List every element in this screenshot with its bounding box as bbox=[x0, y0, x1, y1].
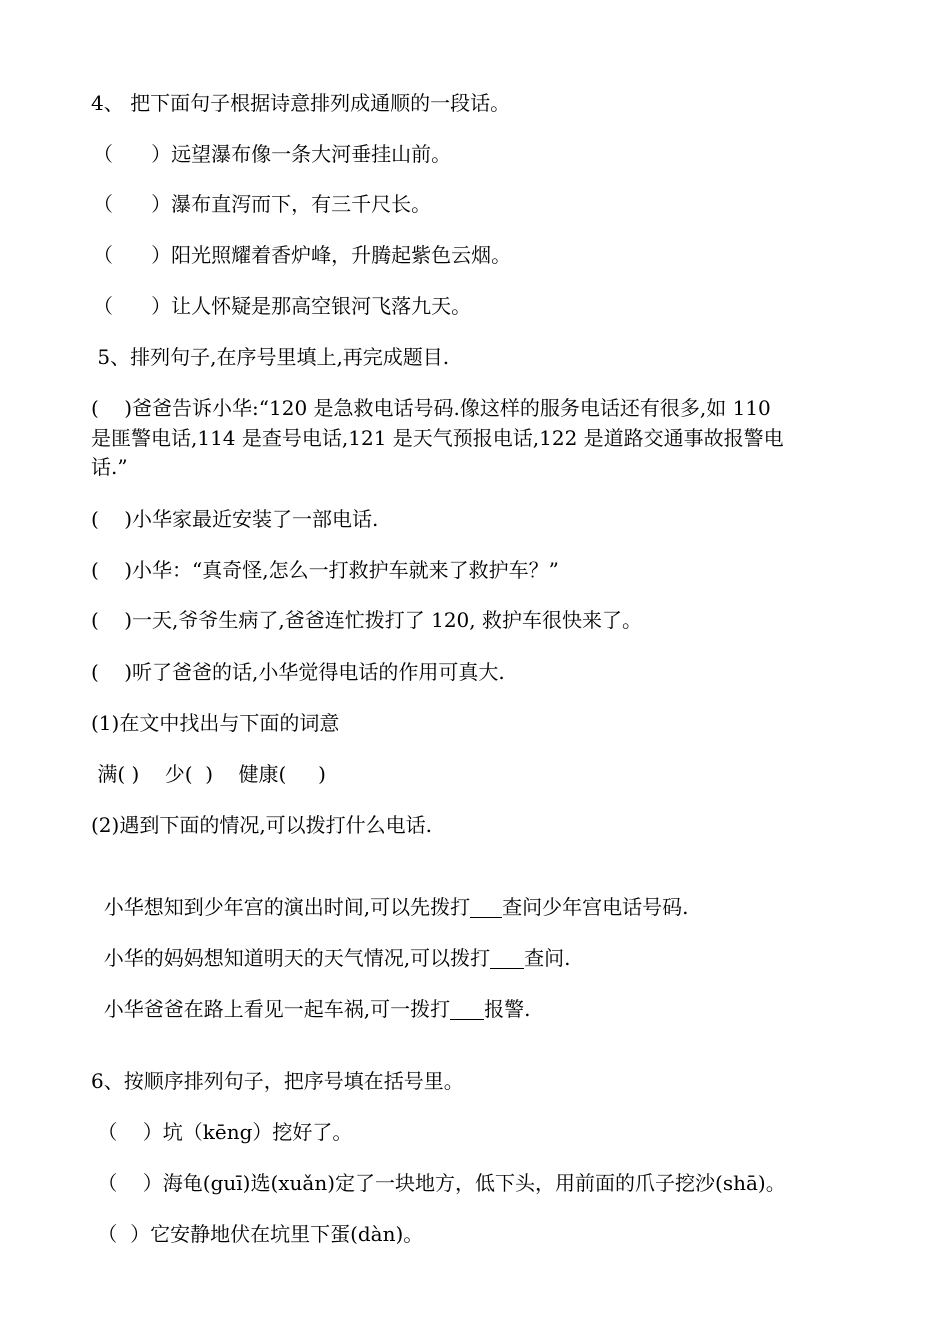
q5-item-5: ( )听了爸爸的话,小华觉得电话的作用可真大. bbox=[91, 660, 505, 684]
q5-sub2-item-1-after: 查问少年宫电话号码. bbox=[502, 895, 689, 919]
q5-item-1-line-2: 是匪警电话,114 是查号电话,121 是天气预报电话,122 是道路交通事故报警电 bbox=[91, 426, 784, 450]
q5-sub2-item-2-after: 查问. bbox=[524, 946, 571, 970]
q5-sub2-item-2-before: 小华的妈妈想知道明天的天气情况,可以拨打 bbox=[103, 946, 491, 970]
q4-item-1: （ ）远望瀑布像一条大河垂挂山前。 bbox=[93, 142, 452, 166]
q4-item-3: （ ）阳光照耀着香炉峰，升腾起紫色云烟。 bbox=[93, 243, 512, 267]
q5-sub2-item-3-before: 小华爸爸在路上看见一起车祸,可一拨打 bbox=[103, 997, 451, 1021]
q6-item-1: （ ）坑（kēng）挖好了。 bbox=[91, 1120, 353, 1144]
q5-sub2-item-3-after: 报警. bbox=[484, 997, 531, 1021]
q5-sub1-words: 满( ) 少( ) 健康( ) bbox=[91, 762, 326, 786]
q6-title: 6、按顺序排列句子，把序号填在括号里。 bbox=[91, 1069, 464, 1093]
q5-title: 5、排列句子,在序号里填上,再完成题目. bbox=[91, 345, 450, 369]
q4-item-4: （ ）让人怀疑是那高空银河飞落九天。 bbox=[93, 294, 472, 318]
q6-item-2: （ ）海龟(guī)选(xuǎn)定了一块地方，低下头，用前面的爪子挖沙(shā)。 bbox=[91, 1171, 786, 1195]
q4-title: 4、 把下面句子根据诗意排列成通顺的一段话。 bbox=[91, 91, 511, 115]
q5-sub2-item-1-before: 小华想知到少年宫的演出时间,可以先拨打 bbox=[103, 895, 471, 919]
q5-item-4: ( )一天,爷爷生病了,爸爸连忙拨打了 120, 救护车很快来了。 bbox=[91, 608, 642, 632]
q5-item-3: ( )小华：“真奇怪,怎么一打救护车就来了救护车？” bbox=[91, 558, 559, 582]
q5-item-2: ( )小华家最近安装了一部电话. bbox=[91, 507, 379, 531]
q5-item-1-line-1: ( )爸爸告诉小华:“120 是急救电话号码.像这样的服务电话还有很多,如 110 bbox=[91, 396, 771, 420]
answer-blank[interactable] bbox=[450, 997, 484, 1020]
q5-sub2-item-3 bbox=[91, 964, 530, 1024]
q6-item-3: （ ）它安静地伏在坑里下蛋(dàn)。 bbox=[91, 1222, 424, 1246]
q4-item-2: （ ）瀑布直泻而下，有三千尺长。 bbox=[93, 192, 432, 216]
q5-sub1-title: (1)在文中找出与下面的词意 bbox=[91, 711, 340, 735]
q5-item-1-line-3: 话.” bbox=[91, 455, 128, 479]
q5-sub2-title: (2)遇到下面的情况,可以拨打什么电话. bbox=[91, 813, 433, 837]
